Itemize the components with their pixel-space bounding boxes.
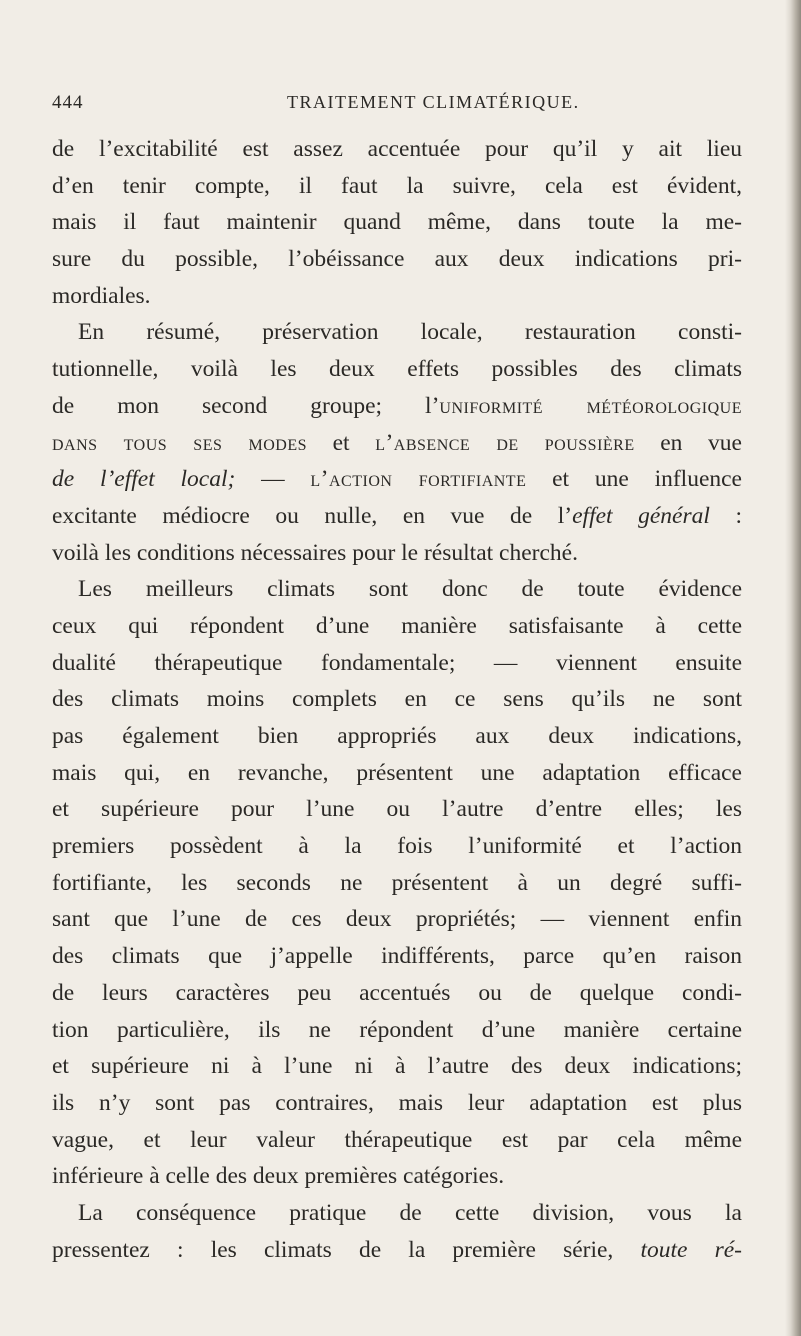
text-line (52, 1012, 742, 1049)
text-line (52, 865, 742, 902)
text-line (52, 791, 742, 828)
text-span: La conséquence pratique de cette division, vous la (78, 1199, 742, 1226)
text-span: : (709, 502, 743, 529)
text-span: et une influence (526, 466, 742, 493)
page-header (52, 92, 742, 122)
text-line (52, 571, 742, 608)
small-caps-text: dans tous ses modes (52, 429, 307, 456)
text-span: En résumé, préservation locale, restauration consti- (78, 319, 742, 346)
text-span: — (235, 466, 311, 493)
text-line (52, 388, 742, 425)
text-line (52, 1122, 742, 1159)
page-number: 444 (52, 92, 84, 113)
text-line (52, 975, 742, 1012)
text-span: Les meilleurs climats sont donc de toute évidence (78, 576, 742, 603)
text-line (52, 1085, 742, 1122)
text-span: d’en tenir compte, il faut la suivre, cela est évident, (52, 172, 742, 199)
text-line (52, 718, 742, 755)
text-line (52, 828, 742, 865)
text-span: pas également bien appropriés aux deux indications, (52, 723, 742, 749)
text-span: fortifiante, les seconds ne présentent à un degré suffi- (52, 869, 742, 896)
text-line (52, 425, 742, 462)
text-span: et (307, 429, 376, 456)
text-line (52, 938, 742, 975)
text-span: de mon second groupe; l’ (52, 392, 440, 419)
text-line (52, 314, 742, 351)
text-span: ceux qui répondent d’une manière satisfaisante à cette (52, 612, 742, 639)
text-span: vague, et leur valeur thérapeutique est par cela même (52, 1126, 742, 1153)
text-span: dualité thérapeutique fondamentale; — viennent ensuite (52, 649, 742, 676)
text-span: tion particulière, ils ne répondent d’une manière certaine (52, 1016, 742, 1043)
text-span: premiers possèdent à la fois l’uniformité et l’action (52, 833, 742, 860)
text-span: des climats que j’appelle indifférents, parce qu’en raison (52, 943, 742, 970)
text-span: mais il faut maintenir quand même, dans toute la me- (52, 209, 742, 236)
text-span: en vue (634, 429, 742, 456)
small-caps-text: uniformité météorologique (439, 392, 743, 419)
text-span: voilà les conditions nécessaires pour le résultat cherché. (52, 539, 578, 566)
text-line (52, 681, 742, 718)
text-span: ils n’y sont pas contraires, mais leur adaptation est plus (52, 1089, 742, 1116)
text-line (52, 461, 742, 498)
page-edge-shadow (785, 0, 801, 1336)
body-text (52, 131, 742, 1268)
text-span: excitante médiocre ou nulle, en vue de l’ (52, 502, 573, 529)
text-line (52, 1195, 742, 1232)
text-line (52, 278, 742, 315)
text-line (52, 645, 742, 682)
text-line (52, 351, 742, 388)
text-span: sant que l’une de ces deux propriétés; — viennent enfin (52, 906, 742, 933)
text-span: mais qui, en revanche, présentent une adaptation efficace (52, 759, 742, 786)
text-line (52, 1232, 742, 1269)
text-span: et supérieure pour l’une ou l’autre d’entre elles; les (52, 796, 742, 823)
text-line (52, 168, 742, 205)
italic-text: de l’effet local; (52, 466, 236, 493)
text-line (52, 901, 742, 938)
italic-text: toute ré- (640, 1236, 743, 1263)
small-caps-text: l’action fortifiante (310, 466, 527, 493)
text-line (52, 131, 742, 168)
text-span: de leurs caractères peu accentués ou de quelque condi- (52, 979, 742, 1006)
text-span: sure du possible, l’obéissance aux deux indications pri- (52, 246, 742, 273)
text-line (52, 608, 742, 645)
text-span: des climats moins complets en ce sens qu’ils ne sont (52, 686, 742, 713)
text-span: et supérieure ni à l’une ni à l’autre des deux indications; (52, 1053, 742, 1080)
running-title: TRAITEMENT CLIMATÉRIQUE. (287, 92, 580, 112)
text-line (52, 755, 742, 792)
text-line (52, 241, 742, 278)
italic-text: effet général (572, 502, 710, 529)
text-span: inférieure à celle des deux premières catégories. (52, 1163, 505, 1190)
text-span: mordiales. (52, 282, 151, 309)
small-caps-text: l’absence de poussière (375, 429, 635, 456)
text-line (52, 535, 742, 572)
text-line (52, 1048, 742, 1085)
text-line (52, 1158, 742, 1195)
text-span: tutionnelle, voilà les deux effets possibles des climats (52, 356, 742, 383)
text-line (52, 498, 742, 535)
text-line (52, 204, 742, 241)
text-span: de l’excitabilité est assez accentuée pour qu’il y ait lieu (52, 136, 742, 162)
text-span: pressentez : les climats de la première série, (52, 1236, 641, 1263)
